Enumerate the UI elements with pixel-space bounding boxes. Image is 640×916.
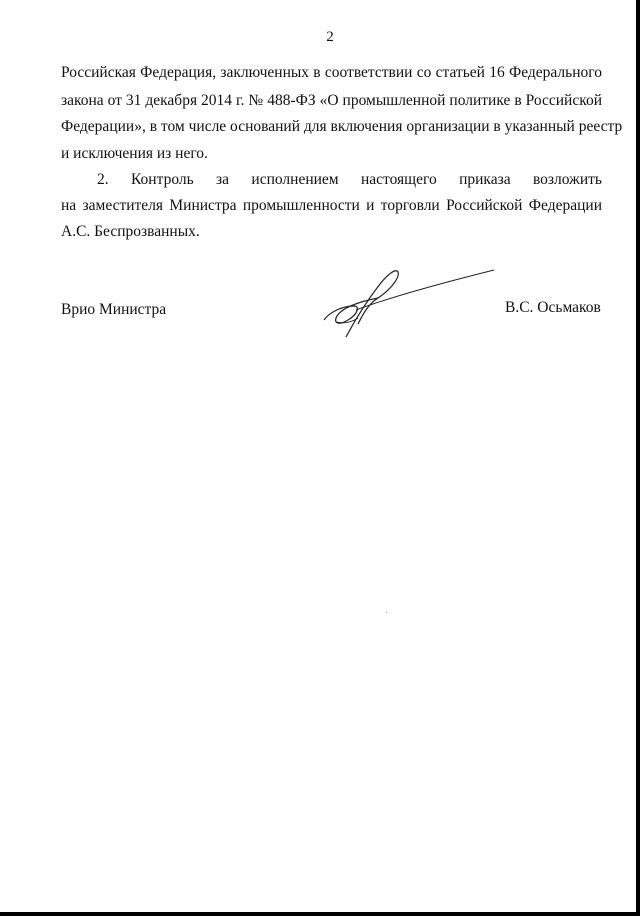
paragraph-line: закона от 31 декабря 2014 г. № 488-ФЗ «О промышленной политике в Российской [61,92,602,109]
signatory-name: В.С. Осьмаков [505,299,601,316]
signatory-role: Врио Министра [61,301,167,318]
paragraph-line: Российская Федерация, заключенных в соответствии со статьей 16 Федерального [61,64,602,81]
paragraph-line: А.С. Беспрозванных. [61,223,200,240]
paragraph-line: Федерации», в том числе оснований для включения организации в указанный реестр [61,118,623,135]
handwritten-signature [318,262,498,342]
page-number: 2 [326,29,334,45]
scan-speck [386,612,387,613]
paragraph-line: на заместителя Министра промышленности и торговли Российской Федерации [61,197,602,214]
paragraph-line: и исключения из него. [61,145,208,162]
paragraph-line: 2. Контроль за исполнением настоящего приказа возложить [97,171,602,188]
